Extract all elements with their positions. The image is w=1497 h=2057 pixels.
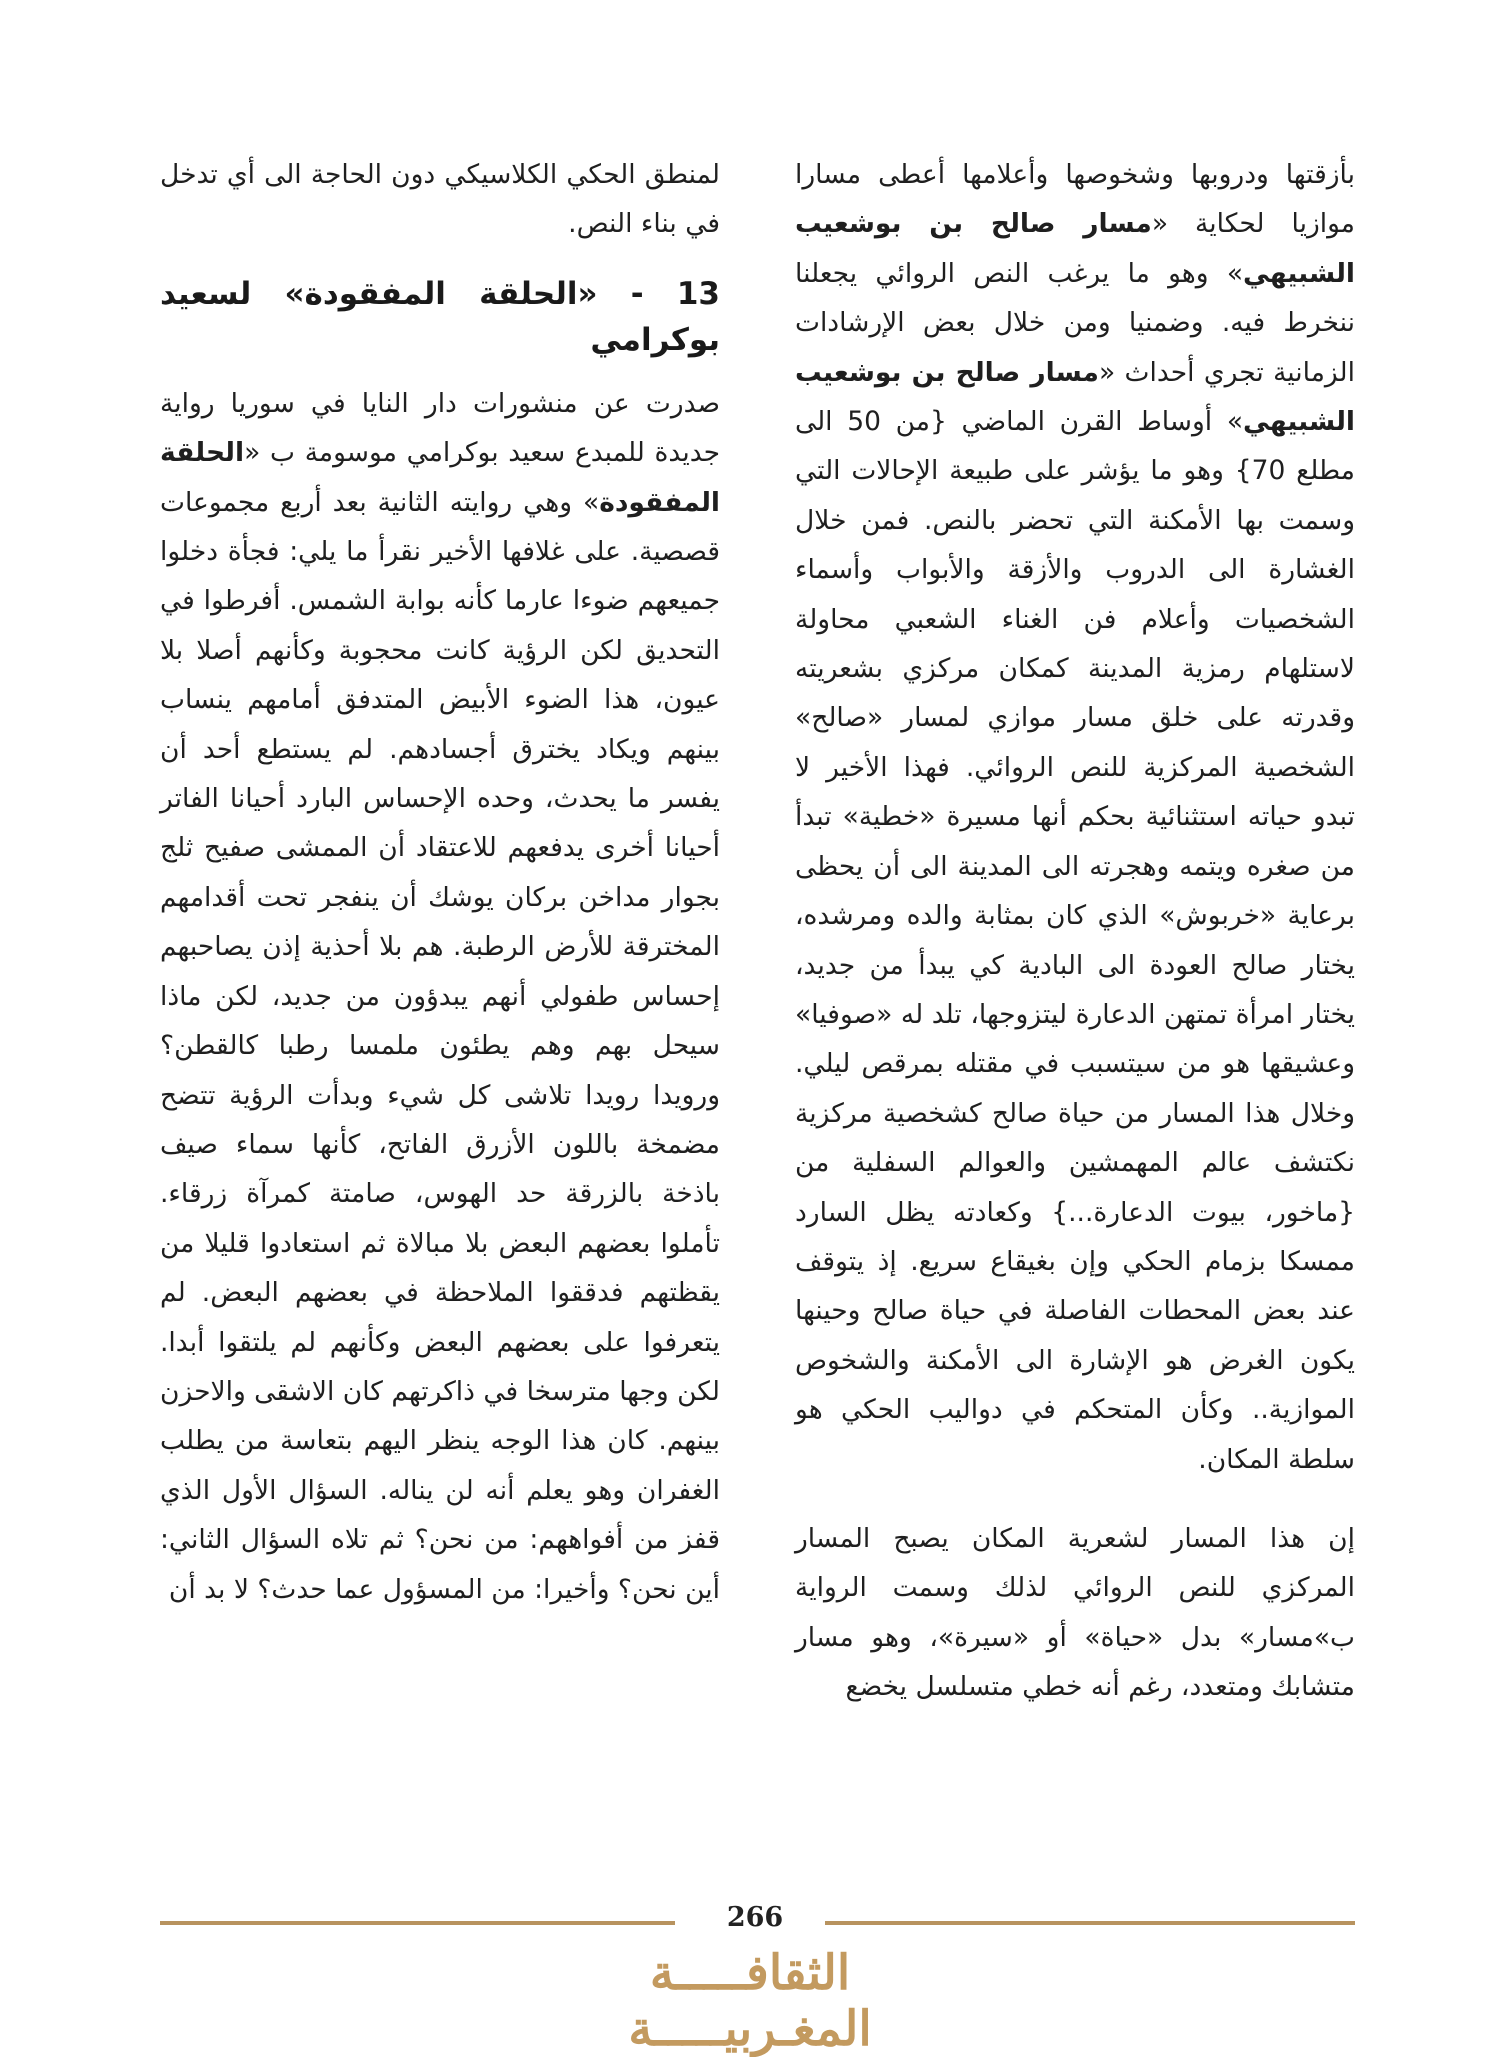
bold-title: الحلقة المفقودة bbox=[160, 437, 720, 518]
text-run: » وهو ما يرغب النص الروائي يجعلنا ننخرط فيه. وضمنيا ومن خلال بعض الإرشادات الزمانية تجري أحداث « bbox=[795, 257, 1355, 388]
right-paragraph-1 bbox=[795, 150, 1355, 1484]
text-run: » وهي روايته الثانية بعد أربع مجموعات قصصية. على غلافها الأخير نقرأ ما يلي: فجأة دخلوا جميعهم ضوءا عارما كأنه بوابة الشمس. أفرطوا في التحديق لكن الرؤية كانت محجوبة وكأنهم أصلا بلا عيون، هذا الضوء الأبيض المتدفق أمامهم ينساب بينهم ويكاد يخترق أجسادهم. لم يستطع أحد أن يفسر ما يحدث، وحده الإحساس البارد أحيانا الفاتر أحيانا أخرى يدفعهم للاعتقاد أن الممشى صفيح ثلج بجوار مداخن بركان يوشك أن ينفجر تحت أقدامهم المخترقة للأرض الرطبة. هم بلا أحذية إذن يصاحبهم إحساس طفولي أنهم يبدؤون من جديد، لكن ماذا سيحل بهم وهم يطئون ملمسا رطبا كالقطن؟ ورويدا رويدا تلاشى كل شيء وبدأت الرؤية تتضح مضمخة باللون الأزرق الفاتح، كأنها سماء صيف باذخة بالزرقة حد الهوس، صامتة كمرآة زرقاء. تأملوا بعضهم البعض بلا مبالاة ثم استعادوا قليلا من يقظتهم فدققوا الملاحظة في بعضهم البعض. لم يتعرفوا على بعضهم البعض وكأنهم لم يلتقوا أبدا. لكن وجها مترسخا في ذاكرتهم كان الاشقى والاحزن بينهم. كان هذا الوجه ينظر اليهم بتعاسة من يطلب الغفران وهو يعلم أنه لن يناله. السؤال الأول الذي قفز من أفواههم: من نحن؟ ثم تلاه السؤال الثاني: أين نحن؟ وأخيرا: من المسؤول عما حدث؟ لا بد أن bbox=[160, 486, 720, 1605]
left-paragraph-0: لمنطق الحكي الكلاسيكي دون الحاجة الى أي تدخل في بناء النص. bbox=[160, 159, 720, 240]
left-paragraph-1 bbox=[160, 379, 720, 1614]
footer-rule-left bbox=[160, 1921, 675, 1925]
magazine-masthead: الثقافـــــة المغـربيـــــة bbox=[628, 1945, 872, 2057]
paragraph-gap bbox=[795, 1484, 1355, 1514]
left-column bbox=[160, 150, 720, 1614]
right-paragraph-2: إن هذا المسار لشعرية المكان يصبح المسار المركزي للنص الروائي لذلك وسمت الرواية ب»مسار» بدل «حياة» أو «سيرة»، وهو مسار متشابك ومتعدد، رغم أنه خطي متسلسل يخضع bbox=[795, 1522, 1355, 1703]
right-column bbox=[795, 150, 1355, 1712]
bold-title: مسار صالح بن بوشعيب الشبيهي bbox=[795, 208, 1355, 289]
page-number: 266 bbox=[726, 1902, 784, 1933]
text-run: صدرت عن منشورات دار النايا في سوريا رواية جديدة للمبدع سعيد بوكرامي موسومة ب « bbox=[160, 387, 720, 469]
footer-rule-right bbox=[825, 1921, 1355, 1925]
section-heading: 13 - «الحلقة المفقودة» لسعيد بوكرامي bbox=[160, 275, 720, 358]
bold-title: مسار صالح بن بوشعيب الشبيهي bbox=[795, 356, 1355, 438]
text-run: بأزقتها ودروبها وشخوصها وأعلامها أعطى مسارا موازيا لحكاية « bbox=[795, 159, 1355, 240]
text-run: » أوساط القرن الماضي {من 50 الى مطلع 70} وهو ما يؤشر على طبيعة الإحالات التي وسمت بها الأمكنة التي تحضر بالنص. فمن خلال الغشارة الى الدروب والأزقة والأبواب وأسماء الشخصيات وأعلام فن الغناء الشعبي محاولة لاستلهام رمزية المدينة كمكان مركزي بشعريته وقدرته على خلق مسار موازي لمسار «صالح» الشخصية المركزية للنص الروائي. فهذا الأخير لا تبدو حياته استثنائية بحكم أنها مسيرة «خطية» تبدأ من صغره ويتمه وهجرته الى المدينة الى أن يحظى برعاية «خربوش» الذي كان بمثابة والده ومرشده، يختار صالح العودة الى البادية كي يبدأ من جديد، يختار امرأة تمتهن الدعارة ليتزوجها، تلد له «صوفيا» وعشيقها هو من سيتسبب في مقتله بمرقص ليلي. وخلال هذا المسار من حياة صالح كشخصية مركزية نكتشف عالم المهمشين والعوالم السفلية من {ماخور، بيوت الدعارة...} وكعادته يظل السارد ممسكا بزمام الحكي وإن بغيقاع سريع. إذ يتوقف عند بعض المحطات الفاصلة في حياة صالح وحينها يكون الغرض هو الإشارة الى الأمكنة والشخوص الموازية.. وكأن المتحكم في دواليب الحكي هو سلطة المكان. bbox=[795, 406, 1355, 1475]
